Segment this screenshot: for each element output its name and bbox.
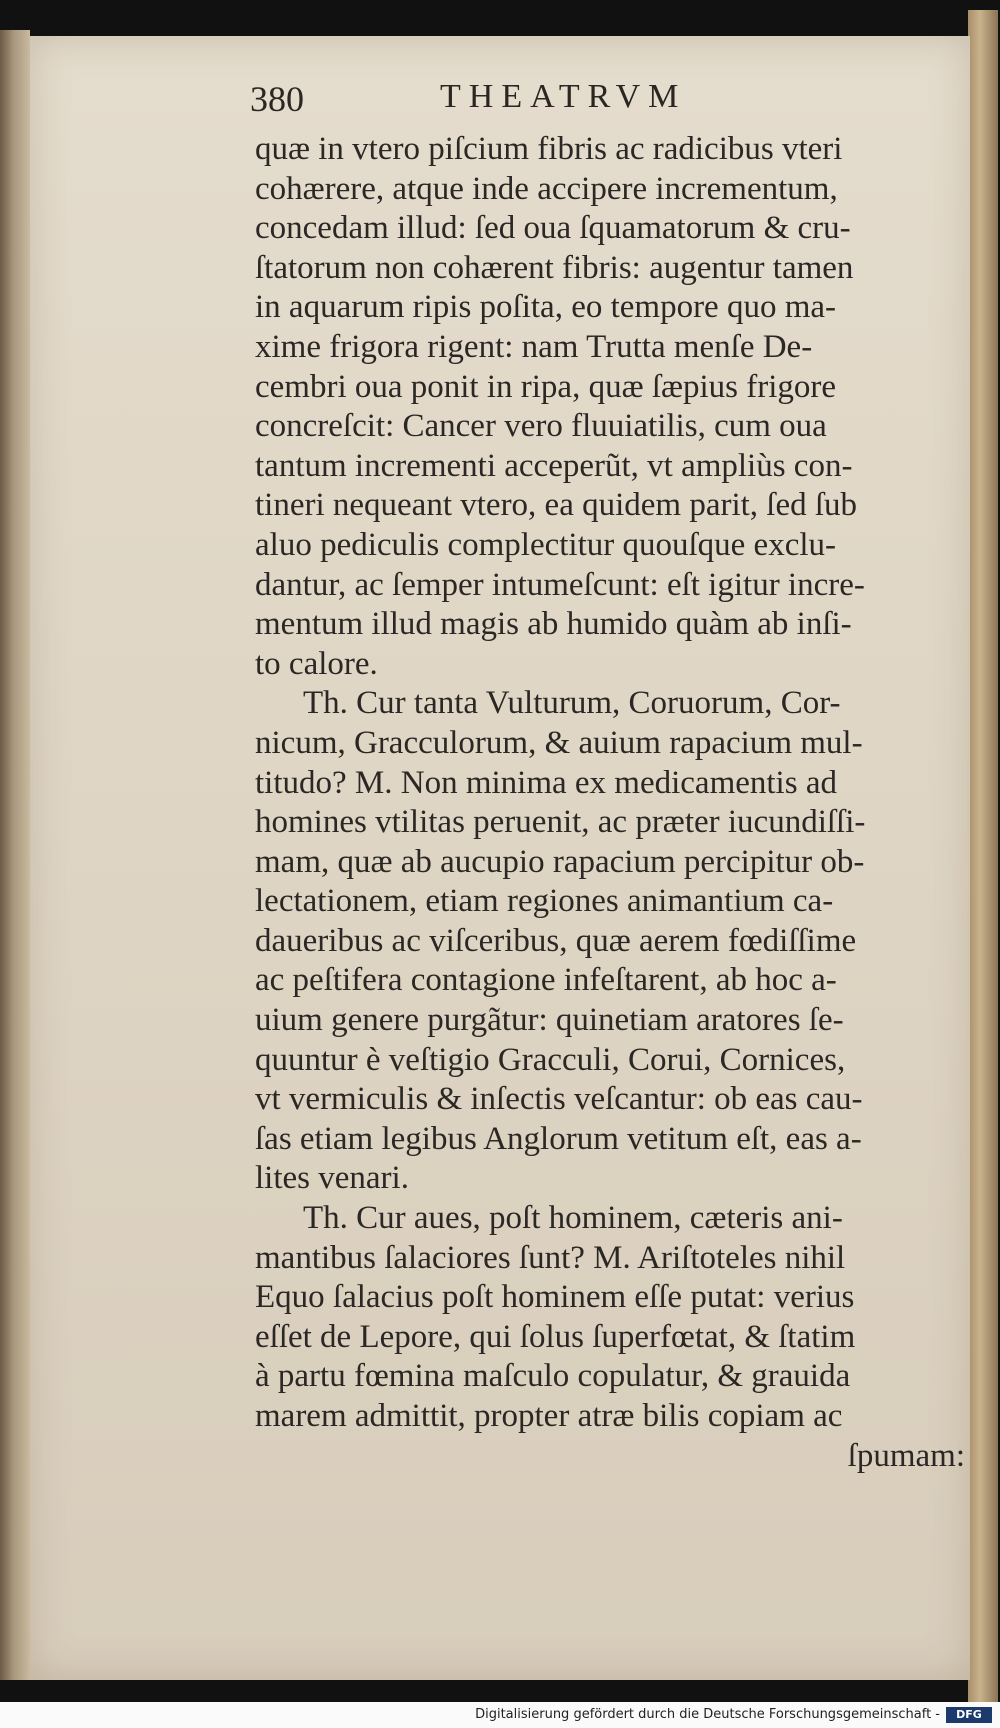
page-header [250, 70, 770, 130]
text-line: mentum illud magis ab humido quàm ab inſi- [255, 606, 852, 643]
text-line: xime frigora rigent: nam Trutta menſe De- [255, 328, 813, 365]
funding-credit: Digitalisierung gefördert durch die Deutsche Forschungsgemeinschaft - [475, 1707, 940, 1722]
text-line: lites venari. [255, 1160, 409, 1197]
text-line: tineri nequeant vtero, ea quidem parit, ſed ſub [255, 487, 858, 524]
text-line: aluo pediculis complectitur quouſque exclu- [255, 526, 836, 563]
text-line: in aquarum ripis poſita, eo tempore quo ma- [255, 289, 837, 326]
dfg-logo-icon: DFG [946, 1707, 992, 1723]
text-line: quæ in vtero piſcium fibris ac radicibus vteri [255, 131, 843, 167]
text-line: mam, quæ ab aucupio rapacium percipitur ob- [255, 843, 865, 880]
text-line: uium genere purgãtur: quinetiam aratores ſe- [255, 1002, 844, 1039]
catchword: ſpumam: [847, 1437, 965, 1474]
text-line: tantum incrementi acceperũt, vt ampliùs con- [255, 447, 853, 484]
text-line: to calore. [255, 645, 378, 682]
text-line: dantur, ac ſemper intumeſcunt: eſt igitur incre- [255, 566, 865, 603]
text-line: vt vermiculis & inſectis veſcantur: ob eas cau- [255, 1081, 863, 1118]
running-title: THEATRVM [440, 78, 687, 115]
left-page-edge [0, 30, 30, 1680]
text-line: eſſet de Lepore, qui ſolus ſuperfœtat, & ſtatim [255, 1318, 856, 1355]
text-line: nicum, Gracculorum, & auium rapacium mul- [255, 724, 863, 761]
text-line: cembri oua ponit in ripa, quæ ſæpius frigore [255, 368, 837, 405]
text-line: ſas etiam legibus Anglorum vetitum eſt, eas a- [255, 1120, 862, 1157]
digitization-footer [0, 1702, 1000, 1728]
page-number: 380 [250, 79, 304, 119]
text-line: titudo? M. Non minima ex medicamentis ad [255, 764, 837, 801]
text-line: Th. Cur tanta Vulturum, Coruorum, Cor- [303, 685, 841, 722]
text-line: ſtatorum non cohærent fibris: augentur tamen [255, 249, 854, 286]
text-line: concedam illud: ſed oua ſquamatorum & cru- [255, 210, 851, 247]
text-line: ac peſtifera contagione infeſtarent, ab hoc a- [255, 962, 837, 999]
text-line: Th. Cur aues, poſt hominem, cæteris ani- [303, 1200, 843, 1237]
text-line: mantibus ſalaciores ſunt? M. Ariſtoteles nihil [255, 1239, 846, 1276]
text-line: à partu fœmina maſculo copulatur, & grauida [255, 1358, 851, 1395]
body-text [255, 130, 975, 1476]
text-line: quuntur è veſtigio Gracculi, Corui, Cornices, [255, 1041, 846, 1078]
text-line: daueribus ac viſceribus, quæ aerem fœdiſſime [255, 922, 857, 959]
text-line: marem admittit, propter atræ bilis copiam ac [255, 1398, 843, 1434]
text-line: concreſcit: Cancer vero fluuiatilis, cum oua [255, 408, 827, 445]
text-line: lectationem, etiam regiones animantium ca- [255, 883, 834, 920]
text-line: cohærere, atque inde accipere incrementum, [255, 170, 838, 207]
text-line: homines vtilitas peruenit, ac præter iucundiſſi- [255, 804, 866, 841]
text-line: Equo ſalacius poſt hominem eſſe putat: verius [255, 1279, 855, 1316]
